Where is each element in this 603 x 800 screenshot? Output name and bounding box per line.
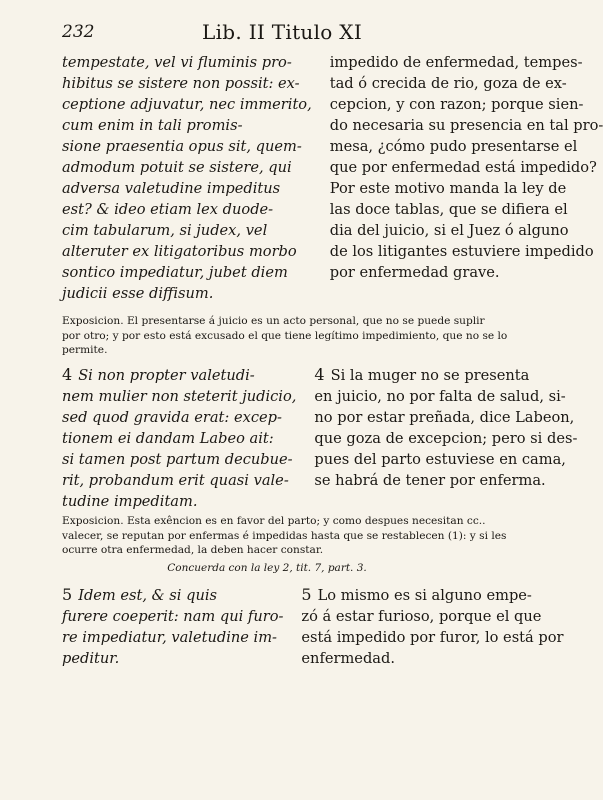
spanish-line: enfermedad. xyxy=(301,650,395,667)
section-number: 4 xyxy=(62,365,73,384)
spanish-line: en juicio, no por falta de salud, si- xyxy=(314,388,566,405)
section-number: 5 xyxy=(62,585,73,604)
latin-line: hibitus se sistere non possit: ex- xyxy=(62,75,300,92)
spanish-line: impedido de enfermedad, tempes- xyxy=(329,54,583,71)
spanish-line: dia del juicio, si el Juez ó alguno xyxy=(329,222,569,239)
latin-line: est? & ideo etiam lex duode- xyxy=(62,201,274,218)
concordance-note: Concuerda con la ley 2, tit. 7, part. 3. xyxy=(167,562,367,574)
spanish-line: Por este motivo manda la ley de xyxy=(329,180,567,197)
spanish-line: 5 Lo mismo es si alguno empe- xyxy=(301,585,532,604)
latin-line: peditur. xyxy=(62,650,120,667)
exposicion-line: Exposicion. Esta exêncion es en favor del parto; y como despues necesitan cc.. xyxy=(62,515,486,527)
spanish-line: 4 Si la muger no se presenta xyxy=(314,365,530,384)
latin-line: furere coeperit: nam qui furo- xyxy=(62,608,284,625)
exposicion-line: permite. xyxy=(62,344,108,356)
spanish-line: zó á estar furioso, porque el que xyxy=(301,608,542,625)
spanish-line: que goza de excepcion; pero si des- xyxy=(314,430,578,447)
exposicion-line: valecer, se reputan por enfermas é impedidas hasta que se restablecen (1): y si les xyxy=(62,529,507,542)
running-head: Lib. II Titulo XI xyxy=(202,20,363,44)
spanish-line: las doce tablas, que se difiera el xyxy=(329,201,568,218)
latin-line: rit, probandum erit quasi vale- xyxy=(62,472,289,489)
latin-line: tionem ei dandam Labeo ait: xyxy=(62,430,274,447)
exposicion-2 xyxy=(62,514,507,558)
spanish-line: pues del parto estuviese en cama, xyxy=(314,451,566,468)
latin-line: sione praesentia opus sit, quem- xyxy=(62,138,302,155)
section-4 xyxy=(62,364,578,512)
latin-line: alteruter ex litigatoribus morbo xyxy=(62,243,297,260)
spanish-column xyxy=(314,364,577,512)
latin-line: tempestate, vel vi fluminis pro- xyxy=(62,54,292,71)
latin-column xyxy=(62,52,312,304)
exposicion-line: Exposicion. El presentarse á juicio es un acto personal, que no se puede suplir xyxy=(62,315,485,327)
latin-line: 5 Idem est, & si quis xyxy=(62,585,217,604)
section-continued xyxy=(62,52,603,304)
spanish-line: está impedido por furor, lo está por xyxy=(301,629,564,646)
page-number: 232 xyxy=(62,22,95,42)
latin-line: judicii esse diffisum. xyxy=(62,285,214,302)
latin-line: cum enim in tali promis- xyxy=(62,117,243,134)
spanish-line: de los litigantes estuviere impedido xyxy=(329,243,594,260)
latin-line: 4 Si non propter valetudi- xyxy=(62,365,255,384)
latin-line: sed quod gravida erat: excep- xyxy=(62,409,282,426)
latin-column xyxy=(62,584,283,669)
spanish-line: tad ó crecida de rio, goza de ex- xyxy=(329,75,567,92)
latin-line: cim tabularum, si judex, vel xyxy=(62,222,268,239)
spanish-line: no por estar preñada, dice Labeon, xyxy=(314,409,575,426)
exposicion-line: por otro; y por esto está excusado el que tiene legítimo impedimiento, que no se lo xyxy=(62,329,508,342)
spanish-line: que por enfermedad está impedido? xyxy=(329,159,597,176)
spanish-line: por enfermedad grave. xyxy=(329,264,500,281)
latin-line: re impediatur, valetudine im- xyxy=(62,629,277,646)
spanish-line: mesa, ¿cómo pudo presentarse el xyxy=(329,138,578,155)
spanish-column xyxy=(330,52,603,304)
exposicion-line: ocurre otra enfermedad, la deben hacer constar. xyxy=(62,544,324,556)
page-header xyxy=(62,20,472,48)
spanish-column xyxy=(301,584,563,669)
latin-line: admodum potuit se sistere, qui xyxy=(62,159,292,176)
latin-line: si tamen post partum decubue- xyxy=(62,451,293,468)
spanish-line: se habrá de tener por enferma. xyxy=(314,472,546,489)
latin-line: ceptione adjuvatur, nec immerito, xyxy=(62,96,312,113)
spanish-line: do necesaria su presencia en tal pro- xyxy=(329,117,603,134)
section-5 xyxy=(62,584,564,669)
latin-column xyxy=(62,364,296,512)
latin-line: adversa valetudine impeditus xyxy=(62,180,281,197)
section-number: 4 xyxy=(314,365,325,384)
exposicion-1 xyxy=(62,314,508,358)
latin-line: tudine impeditam. xyxy=(62,493,198,510)
section-number: 5 xyxy=(301,585,312,604)
latin-line: nem mulier non steterit judicio, xyxy=(62,388,297,405)
spanish-line: cepcion, y con razon; porque sien- xyxy=(329,96,584,113)
latin-line: sontico impediatur, jubet diem xyxy=(62,264,288,281)
